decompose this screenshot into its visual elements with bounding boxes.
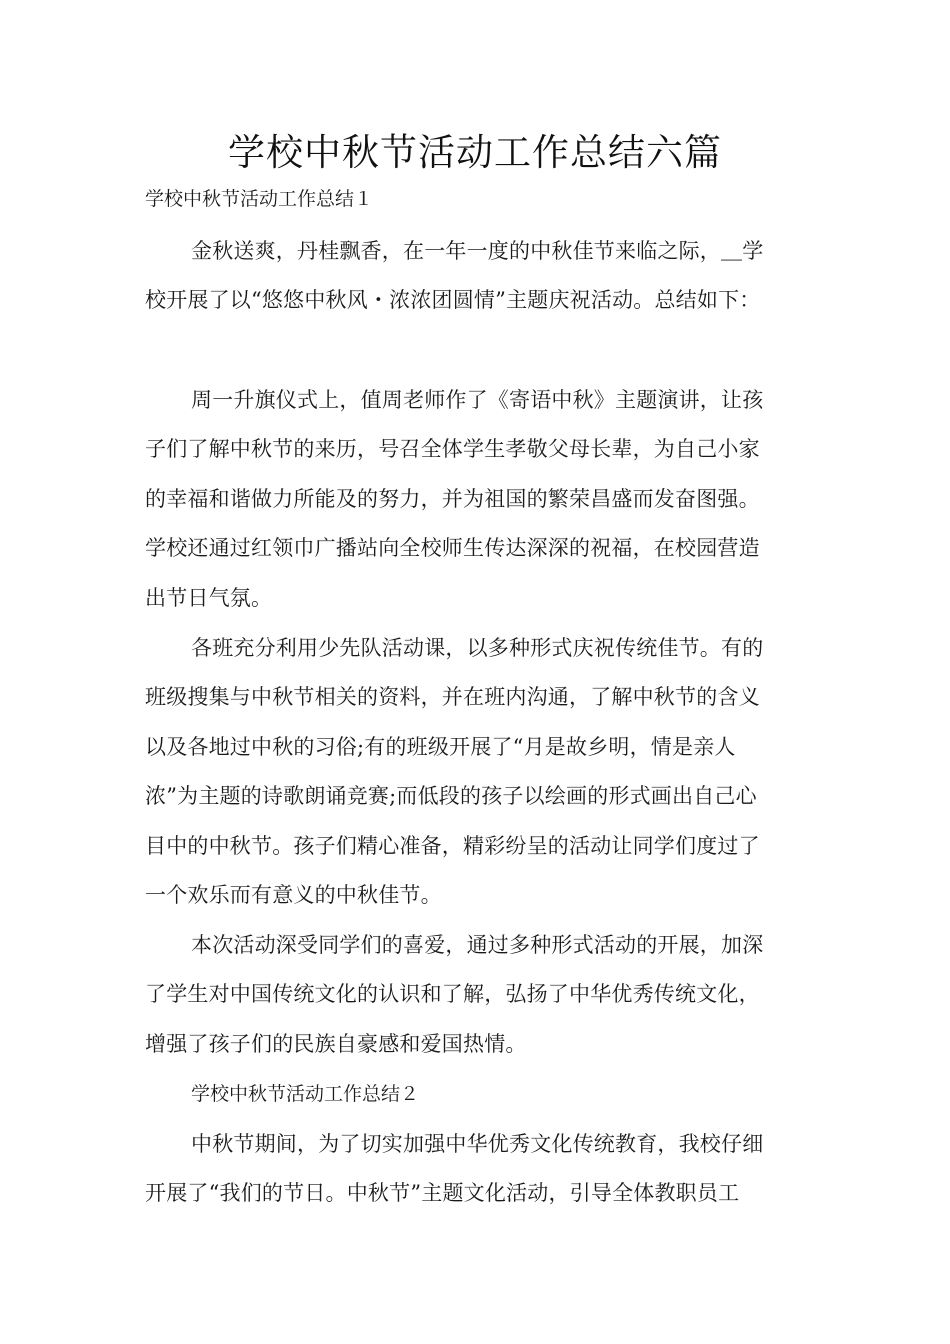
paragraph-line: 目中的中秋节。孩子们精心准备，精彩纷呈的活动让同学们度过了 (145, 833, 760, 858)
paragraph-line: 校开展了以“悠悠中秋风・浓浓团圆情”主题庆祝活动。总结如下： (145, 288, 761, 313)
paragraph-line: 学校还通过红领巾广播站向全校师生传达深深的祝福，在校园营造 (145, 536, 760, 561)
paragraph-line: 了学生对中国传统文化的认识和了解，弘扬了中华优秀传统文化， (145, 982, 760, 1007)
paragraph-line: 中秋节期间，为了切实加强中华优秀文化传统教育，我校仔细 (191, 1132, 764, 1156)
paragraph-line: 浓”为主题的诗歌朗诵竞赛;而低段的孩子以绘画的形式画出自己心 (145, 784, 757, 809)
paragraph (145, 227, 813, 326)
paragraph-line: 子们了解中秋节的来历，号召全体学生孝敬父母长辈，为自己小家 (145, 437, 760, 462)
paragraph-line: 各班充分利用少先队活动课，以多种形式庆祝传统佳节。有的 (191, 636, 764, 660)
document-title: 学校中秋节活动工作总结六篇 (228, 131, 722, 174)
paragraph-line: 出节日气氛。 (145, 585, 273, 610)
section-heading-2: 学校中秋节活动工作总结２ (191, 1083, 420, 1105)
paragraph-line: 班级搜集与中秋节相关的资料，并在班内沟通，了解中秋节的含义 (145, 685, 760, 710)
paragraph-line: 开展了“我们的节日。中秋节”主题文化活动，引导全体教职员工 (145, 1181, 740, 1206)
paragraph-line: 以及各地过中秋的习俗;有的班级开展了“月是故乡明，情是亲人 (145, 734, 736, 759)
paragraph (145, 1120, 813, 1219)
paragraph-line: 周一升旗仪式上，值周老师作了《寄语中秋》主题演讲，让孩 (191, 388, 764, 412)
paragraph-line: 本次活动深受同学们的喜爱，通过多种形式活动的开展，加深 (191, 933, 764, 957)
section-heading-1: 学校中秋节活动工作总结１ (145, 188, 374, 210)
paragraph-line: 金秋送爽，丹桂飘香，在一年一度的中秋佳节来临之际，＿学 (191, 239, 764, 263)
paragraph (145, 376, 813, 623)
paragraph-line: 增强了孩子们的民族自豪感和爱国热情。 (145, 1031, 527, 1056)
paragraph-line: 的幸福和谐做力所能及的努力，并为祖国的繁荣昌盛而发奋图强。 (145, 486, 760, 511)
paragraph-line: 一个欢乐而有意义的中秋佳节。 (145, 883, 442, 908)
paragraph (145, 921, 813, 1069)
paragraph (145, 624, 813, 920)
